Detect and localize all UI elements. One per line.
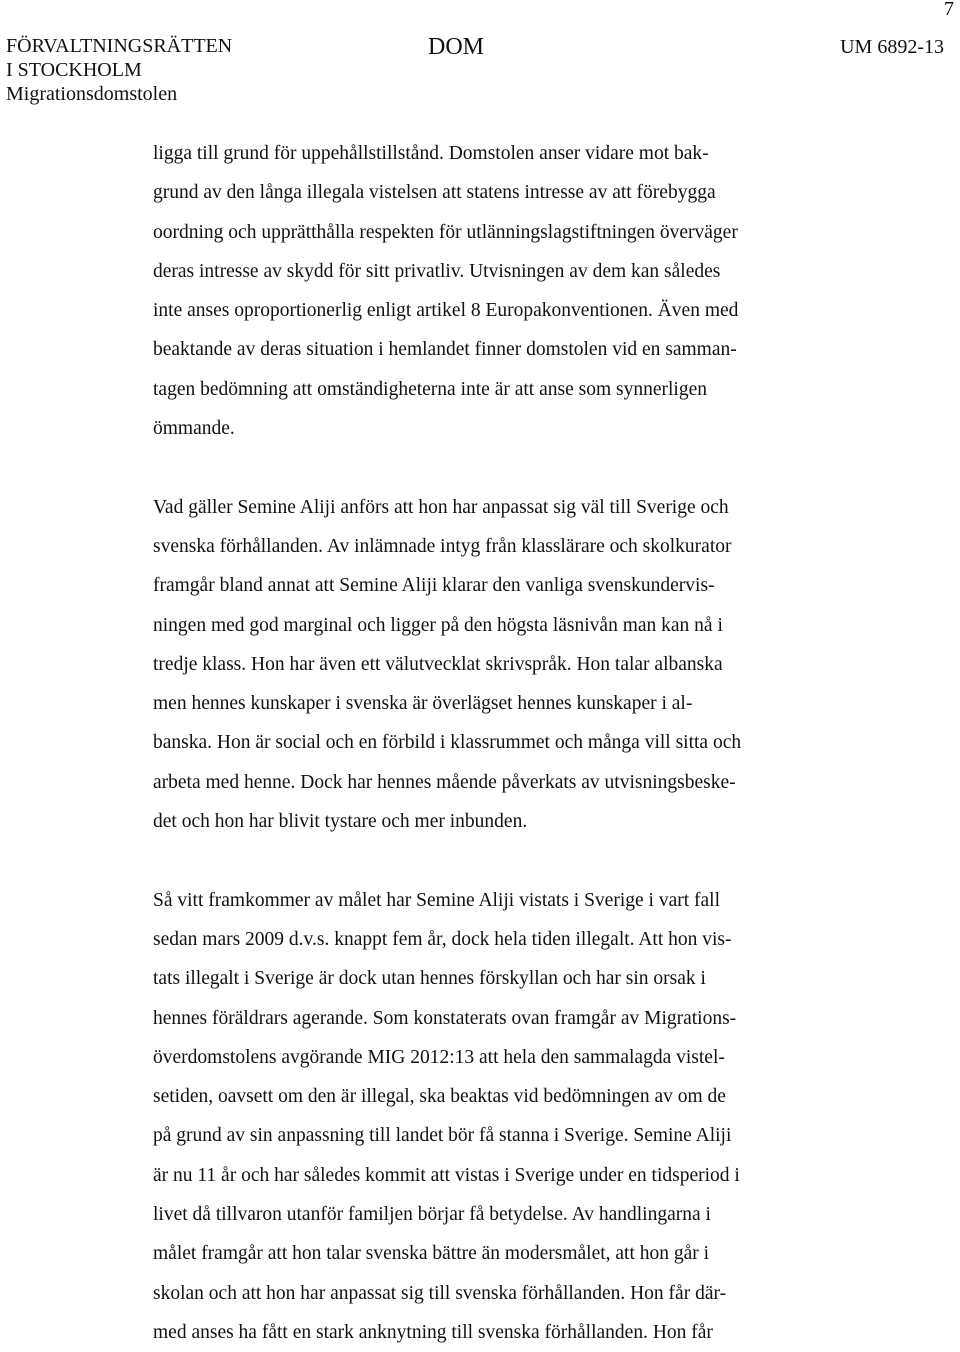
text-line: är nu 11 år och har således kommit att vistas i Sverige under en tidsperiod i xyxy=(153,1164,740,1186)
text-line: ningen med god marginal och ligger på den högsta läsnivån man kan nå i xyxy=(153,614,723,636)
text-line: Så vitt framkommer av målet har Semine Aliji vistats i Sverige i vart fall xyxy=(153,889,720,911)
text-line: arbeta med henne. Dock har hennes mående påverkats av utvisningsbeske- xyxy=(153,771,736,793)
text-line: svenska förhållanden. Av inlämnade intyg från klasslärare och skolkurator xyxy=(153,535,732,557)
document-header xyxy=(6,34,944,114)
paragraph-spacer xyxy=(153,448,853,487)
paragraph xyxy=(153,134,853,448)
text-line: med anses ha fått en stark anknytning till svenska förhållanden. Hon får xyxy=(153,1321,713,1343)
paragraph xyxy=(153,488,853,842)
text-line: Vad gäller Semine Aliji anförs att hon har anpassat sig väl till Sverige och xyxy=(153,496,729,518)
text-line: ligga till grund för uppehållstillstånd. Domstolen anser vidare mot bak- xyxy=(153,143,709,164)
text-line: setiden, oavsett om den är illegal, ska beaktas vid bedömningen av om de xyxy=(153,1086,726,1108)
text-line: inte anses oproportionerlig enligt artikel 8 Europakonventionen. Även med xyxy=(153,300,739,322)
paragraph xyxy=(153,881,853,1352)
case-number: UM 6892-13 xyxy=(840,36,944,58)
text-line: livet då tillvaron utanför familjen börjar få betydelse. Av handlingarna i xyxy=(153,1204,711,1226)
text-line: skolan och att hon har anpassat sig till svenska förhållanden. Hon får där- xyxy=(153,1282,727,1304)
text-line: deras intresse av skydd för sitt privatliv. Utvisningen av dem kan således xyxy=(153,260,721,282)
document-body xyxy=(153,134,853,1352)
text-line: överdomstolens avgörande MIG 2012:13 att hela den sammalagda vistel- xyxy=(153,1046,725,1068)
text-line: beaktande av deras situation i hemlandet finner domstolen vid en samman- xyxy=(153,339,737,361)
page-number: 7 xyxy=(944,0,954,20)
text-line: tats illegalt i Sverige är dock utan hennes förskyllan och har sin orsak i xyxy=(153,968,706,990)
court-name-line-2: I STOCKHOLM xyxy=(6,59,142,81)
text-line: på grund av sin anpassning till landet bör få stanna i Sverige. Semine Aliji xyxy=(153,1125,732,1147)
text-line: banska. Hon är social och en förbild i klassrummet och många vill sitta och xyxy=(153,732,742,754)
text-line: målet framgår att hon talar svenska bättre än modersmålet, att hon går i xyxy=(153,1243,710,1265)
text-line: sedan mars 2009 d.v.s. knappt fem år, dock hela tiden illegalt. Att hon vis- xyxy=(153,928,732,950)
text-line: tagen bedömning att omständigheterna inte är att anse som synnerligen xyxy=(153,378,707,400)
court-name xyxy=(6,34,232,106)
text-line: ömmande. xyxy=(153,418,235,440)
text-line: hennes föräldrars agerande. Som konstaterats ovan framgår av Migrations- xyxy=(153,1007,737,1029)
text-line: framgår bland annat att Semine Aliji klarar den vanliga svenskundervis- xyxy=(153,575,715,597)
court-division: Migrationsdomstolen xyxy=(6,83,178,105)
text-line: det och hon har blivit tystare och mer inbunden. xyxy=(153,811,528,833)
text-line: oordning och upprätthålla respekten för utlänningslagstiftningen överväger xyxy=(153,221,738,243)
text-line: tredje klass. Hon har även ett välutvecklat skrivspråk. Hon talar albanska xyxy=(153,653,723,675)
court-name-line-1: FÖRVALTNINGSRÄTTEN xyxy=(6,35,233,57)
document-type: DOM xyxy=(428,34,485,60)
paragraph-spacer xyxy=(153,841,853,880)
text-line: men hennes kunskaper i svenska är överlägset hennes kunskaper i al- xyxy=(153,693,693,715)
text-line: grund av den långa illegala vistelsen att statens intresse av att förebygga xyxy=(153,182,716,204)
